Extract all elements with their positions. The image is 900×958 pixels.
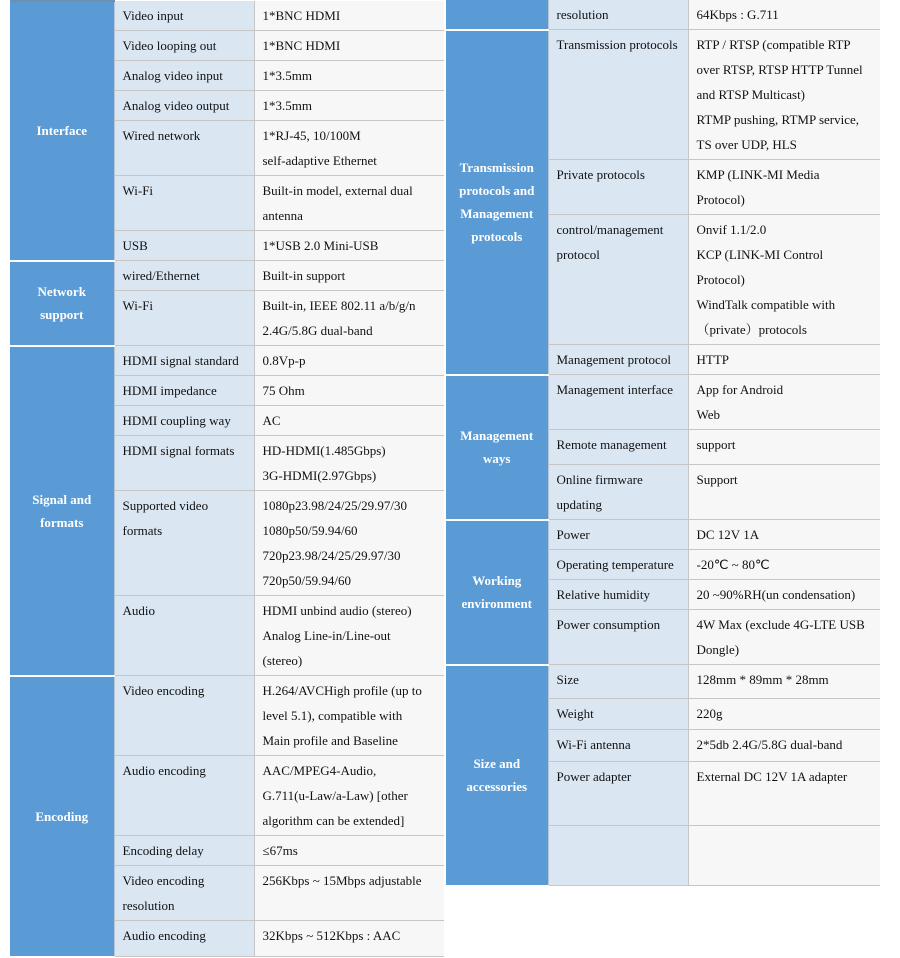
spec-value-line: 1080p50/59.94/60 — [262, 523, 358, 538]
spec-value-line: 1*RJ-45, 10/100M — [262, 128, 361, 143]
spec-value-line: support — [696, 437, 736, 452]
spec-value-line: -20℃ ~ 80℃ — [696, 557, 770, 572]
spec-row — [10, 676, 444, 756]
spec-value — [688, 30, 880, 160]
spec-value-line: H.264/AVCHigh profile (up to — [262, 683, 422, 698]
spec-item: Audio encoding — [114, 921, 254, 957]
spec-row — [446, 30, 880, 160]
spec-item: Remote management — [548, 430, 688, 465]
spec-table — [10, 0, 444, 958]
spec-value — [254, 866, 444, 921]
spec-value-line: Built-in, IEEE 802.11 a/b/g/n — [262, 298, 416, 313]
spec-value-line: HTTP — [696, 352, 729, 367]
spec-value — [688, 160, 880, 215]
spec-item: HDMI signal formats — [114, 436, 254, 491]
spec-value-line: 1*USB 2.0 Mini-USB — [262, 238, 379, 253]
spec-value-line: 128mm * 89mm * 28mm — [696, 672, 829, 687]
spec-item: Transmission protocols — [548, 30, 688, 160]
category-cell: Size and accessories — [446, 665, 548, 886]
spec-value-line: DC 12V 1A — [696, 527, 760, 542]
spec-value-line: Dongle) — [696, 642, 740, 657]
spec-value — [688, 665, 880, 699]
spec-value-line: 1*3.5mm — [262, 68, 312, 83]
spec-item: Wi-Fi — [114, 291, 254, 346]
spec-row — [10, 346, 444, 376]
spec-value-line: (stereo) — [262, 653, 303, 668]
spec-value-line: 64Kbps : G.711 — [696, 7, 779, 22]
spec-item: Relative humidity — [548, 580, 688, 610]
spec-value — [254, 231, 444, 261]
spec-item: Operating temperature — [548, 550, 688, 580]
spec-value — [688, 430, 880, 465]
spec-value-line: RTMP pushing, RTMP service, — [696, 112, 860, 127]
spec-value-line: Main profile and Baseline — [262, 733, 398, 748]
spec-value-line: G.711(u-Law/a-Law) [other — [262, 788, 408, 803]
spec-value-line: Support — [696, 472, 738, 487]
spec-row — [446, 665, 880, 699]
category-cell: Encoding — [10, 676, 114, 957]
category-cell: Network support — [10, 261, 114, 346]
spec-value-line: self-adaptive Ethernet — [262, 153, 377, 168]
spec-value-line: and RTSP Multicast) — [696, 87, 806, 102]
spec-value — [688, 0, 880, 30]
spec-value — [688, 215, 880, 345]
spec-value — [688, 375, 880, 430]
spec-value — [688, 826, 880, 886]
spec-value — [254, 31, 444, 61]
spec-value-line: Built-in model, external dual — [262, 183, 413, 198]
spec-item: Private protocols — [548, 160, 688, 215]
category-cell: Management ways — [446, 375, 548, 520]
spec-value — [254, 491, 444, 596]
spec-item: Online firmware updating — [548, 465, 688, 520]
spec-item: Wired network — [114, 121, 254, 176]
spec-item: wired/Ethernet — [114, 261, 254, 291]
spec-value-line: （private）protocols — [696, 322, 807, 337]
spec-item: Supported video formats — [114, 491, 254, 596]
spec-value — [254, 176, 444, 231]
spec-item: Wi-Fi — [114, 176, 254, 231]
spec-value — [688, 580, 880, 610]
spec-value-line: 32Kbps ~ 512Kbps : AAC — [262, 928, 401, 943]
category-cell: Transmission protocols and Management protocols — [446, 30, 548, 375]
spec-value — [254, 596, 444, 676]
spec-item: USB — [114, 231, 254, 261]
category-cell: Interface — [10, 1, 114, 261]
spec-item: HDMI coupling way — [114, 406, 254, 436]
spec-item: Analog video output — [114, 91, 254, 121]
spec-item: Management protocol — [548, 345, 688, 375]
spec-value-line: 720p23.98/24/25/29.97/30 — [262, 548, 401, 563]
spec-value-line: Protocol) — [696, 272, 745, 287]
spec-item: Weight — [548, 699, 688, 730]
spec-value-line: 1*BNC HDMI — [262, 8, 341, 23]
spec-value-line: AC — [262, 413, 281, 428]
spec-item: Video input — [114, 1, 254, 31]
spec-value-line: 1080p23.98/24/25/29.97/30 — [262, 498, 407, 513]
spec-value — [254, 676, 444, 756]
spec-value — [254, 121, 444, 176]
spec-row — [10, 1, 444, 31]
spec-item: resolution — [548, 0, 688, 30]
spec-value — [254, 406, 444, 436]
spec-value-line: TS over UDP, HLS — [696, 137, 797, 152]
spec-item: Power — [548, 520, 688, 550]
spec-row — [10, 261, 444, 291]
spec-value — [254, 261, 444, 291]
spec-value-line: 1*BNC HDMI — [262, 38, 341, 53]
spec-value-line: algorithm can be extended] — [262, 813, 405, 828]
spec-value — [688, 550, 880, 580]
spec-value-line: KCP (LINK-MI Control — [696, 247, 824, 262]
spec-item: Audio encoding — [114, 756, 254, 836]
spec-value-line: Onvif 1.1/2.0 — [696, 222, 767, 237]
spec-item: Analog video input — [114, 61, 254, 91]
spec-value — [254, 756, 444, 836]
spec-value — [254, 921, 444, 957]
spec-table — [446, 0, 880, 887]
spec-value-line: External DC 12V 1A adapter — [696, 769, 848, 784]
spec-item: HDMI impedance — [114, 376, 254, 406]
spec-row — [446, 0, 880, 30]
category-cell — [446, 0, 548, 30]
spec-value-line: over RTSP, RTSP HTTP Tunnel — [696, 62, 863, 77]
spec-value — [254, 436, 444, 491]
spec-row — [446, 520, 880, 550]
spec-value-line: 220g — [696, 706, 723, 721]
spec-table-left — [10, 0, 444, 958]
spec-value-line: level 5.1), compatible with — [262, 708, 403, 723]
spec-value-line: KMP (LINK-MI Media — [696, 167, 820, 182]
spec-value-line: App for Android — [696, 382, 784, 397]
spec-value-line: 1*3.5mm — [262, 98, 312, 113]
spec-item: control/management protocol — [548, 215, 688, 345]
spec-item: Wi-Fi antenna — [548, 730, 688, 762]
spec-item: Video looping out — [114, 31, 254, 61]
spec-value-line: 256Kbps ~ 15Mbps adjustable — [262, 873, 422, 888]
spec-value-line: HDMI unbind audio (stereo) — [262, 603, 412, 618]
spec-value — [254, 291, 444, 346]
spec-value — [688, 520, 880, 550]
spec-value — [688, 345, 880, 375]
spec-value-line: Built-in support — [262, 268, 346, 283]
spec-value — [688, 465, 880, 520]
spec-value-line: 3G-HDMI(2.97Gbps) — [262, 468, 377, 483]
spec-table-right — [446, 0, 880, 887]
spec-value — [254, 346, 444, 376]
spec-item: Encoding delay — [114, 836, 254, 866]
spec-value-line: HD-HDMI(1.485Gbps) — [262, 443, 386, 458]
spec-value-line: 2.4G/5.8G dual-band — [262, 323, 373, 338]
spec-value — [254, 836, 444, 866]
spec-item: HDMI signal standard — [114, 346, 254, 376]
spec-value-line: AAC/MPEG4-Audio, — [262, 763, 377, 778]
spec-value-line: 720p50/59.94/60 — [262, 573, 351, 588]
spec-value — [254, 91, 444, 121]
spec-value-line: 4W Max (exclude 4G-LTE USB — [696, 617, 865, 632]
spec-value-line: antenna — [262, 208, 303, 223]
spec-value — [688, 610, 880, 665]
spec-value — [254, 1, 444, 31]
spec-row — [446, 375, 880, 430]
spec-value-line: 0.8Vp-p — [262, 353, 306, 368]
spec-value-line: 20 ~90%RH(un condensation) — [696, 587, 856, 602]
spec-item: Power adapter — [548, 762, 688, 826]
spec-value — [688, 762, 880, 826]
spec-value-line: 75 Ohm — [262, 383, 305, 398]
category-cell: Signal and formats — [10, 346, 114, 676]
spec-value-line: WindTalk compatible with — [696, 297, 836, 312]
spec-value — [254, 376, 444, 406]
spec-value — [254, 61, 444, 91]
category-cell: Working environment — [446, 520, 548, 665]
spec-value-line: RTP / RTSP (compatible RTP — [696, 37, 851, 52]
spec-value-line: ≤67ms — [262, 843, 298, 858]
spec-item — [548, 826, 688, 886]
spec-item: Audio — [114, 596, 254, 676]
spec-value-line: Web — [696, 407, 720, 422]
spec-item: Management interface — [548, 375, 688, 430]
spec-value — [688, 699, 880, 730]
spec-item: Video encoding resolution — [114, 866, 254, 921]
spec-value-line: Analog Line-in/Line-out — [262, 628, 391, 643]
spec-value — [688, 730, 880, 762]
spec-value-line: Protocol) — [696, 192, 745, 207]
spec-item: Size — [548, 665, 688, 699]
spec-item: Video encoding — [114, 676, 254, 756]
spec-item: Power consumption — [548, 610, 688, 665]
spec-value-line: 2*5db 2.4G/5.8G dual-band — [696, 737, 843, 752]
